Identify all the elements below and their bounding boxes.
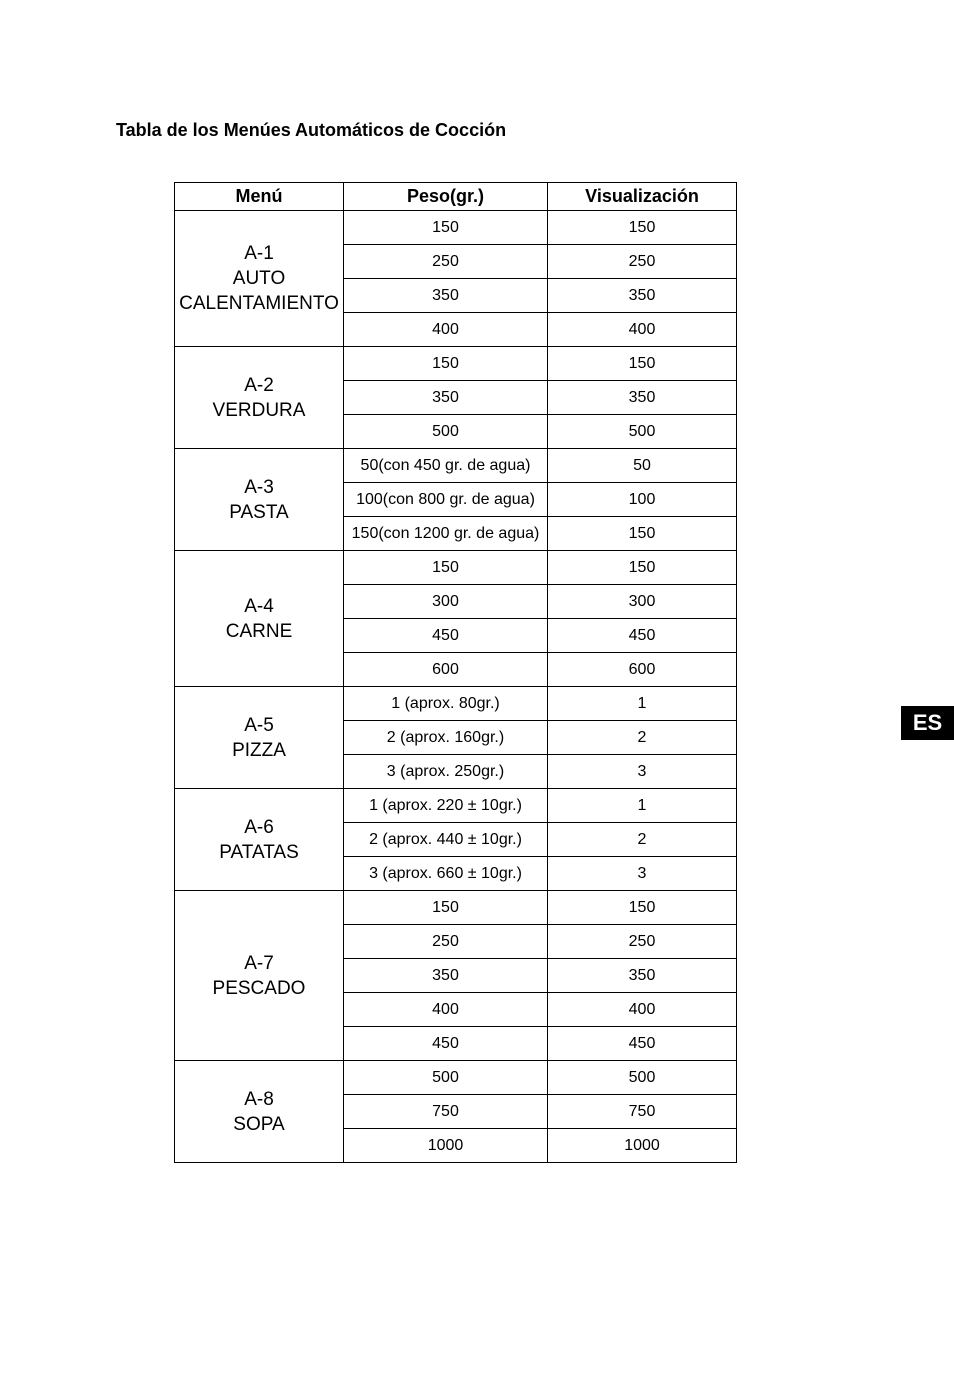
peso-cell: 500 bbox=[344, 415, 548, 449]
peso-cell: 150(con 1200 gr. de agua) bbox=[344, 517, 548, 551]
menu-code: A-6 bbox=[244, 816, 274, 838]
visualizacion-cell: 50 bbox=[548, 449, 737, 483]
visualizacion-cell: 150 bbox=[548, 551, 737, 585]
peso-cell: 3 (aprox. 660 ± 10gr.) bbox=[344, 857, 548, 891]
visualizacion-cell: 150 bbox=[548, 347, 737, 381]
visualizacion-cell: 1 bbox=[548, 789, 737, 823]
peso-cell: 50(con 450 gr. de agua) bbox=[344, 449, 548, 483]
peso-cell: 2 (aprox. 440 ± 10gr.) bbox=[344, 823, 548, 857]
menu-name: PATATAS bbox=[219, 841, 299, 863]
peso-cell: 250 bbox=[344, 245, 548, 279]
peso-cell: 150 bbox=[344, 551, 548, 585]
menu-group-cell bbox=[175, 347, 344, 449]
peso-cell: 750 bbox=[344, 1095, 548, 1129]
table-row bbox=[175, 687, 737, 721]
menu-code: A-3 bbox=[244, 476, 274, 498]
visualizacion-cell: 250 bbox=[548, 925, 737, 959]
peso-cell: 400 bbox=[344, 313, 548, 347]
visualizacion-cell: 400 bbox=[548, 313, 737, 347]
peso-cell: 3 (aprox. 250gr.) bbox=[344, 755, 548, 789]
table-row bbox=[175, 789, 737, 823]
peso-cell: 150 bbox=[344, 211, 548, 245]
menu-group-cell bbox=[175, 211, 344, 347]
header-menu: Menú bbox=[175, 183, 344, 211]
table-row bbox=[175, 891, 737, 925]
menu-group-cell bbox=[175, 789, 344, 891]
peso-cell: 150 bbox=[344, 347, 548, 381]
menu-group-cell bbox=[175, 1061, 344, 1163]
menu-group-cell bbox=[175, 449, 344, 551]
visualizacion-cell: 150 bbox=[548, 891, 737, 925]
peso-cell: 400 bbox=[344, 993, 548, 1027]
visualizacion-cell: 350 bbox=[548, 279, 737, 313]
table-row bbox=[175, 1061, 737, 1095]
table-header-row bbox=[175, 183, 737, 211]
peso-cell: 350 bbox=[344, 381, 548, 415]
menu-code: A-1 bbox=[244, 243, 274, 264]
visualizacion-cell: 250 bbox=[548, 245, 737, 279]
menu-name: PIZZA bbox=[232, 739, 286, 761]
visualizacion-cell: 450 bbox=[548, 1027, 737, 1061]
peso-cell: 100(con 800 gr. de agua) bbox=[344, 483, 548, 517]
visualizacion-cell: 2 bbox=[548, 823, 737, 857]
menu-name: VERDURA bbox=[212, 399, 306, 421]
visualizacion-cell: 600 bbox=[548, 653, 737, 687]
visualizacion-cell: 750 bbox=[548, 1095, 737, 1129]
table-row bbox=[175, 347, 737, 381]
menu-code: A-5 bbox=[244, 714, 274, 736]
peso-cell: 350 bbox=[344, 959, 548, 993]
table-row bbox=[175, 211, 737, 245]
peso-cell: 450 bbox=[344, 619, 548, 653]
visualizacion-cell: 500 bbox=[548, 415, 737, 449]
peso-cell: 500 bbox=[344, 1061, 548, 1095]
menu-group-cell bbox=[175, 687, 344, 789]
peso-cell: 2 (aprox. 160gr.) bbox=[344, 721, 548, 755]
menu-code: A-4 bbox=[244, 595, 274, 617]
peso-cell: 300 bbox=[344, 585, 548, 619]
visualizacion-cell: 450 bbox=[548, 619, 737, 653]
menu-name: PASTA bbox=[229, 501, 289, 523]
table-body bbox=[175, 211, 737, 1163]
visualizacion-cell: 300 bbox=[548, 585, 737, 619]
visualizacion-cell: 500 bbox=[548, 1061, 737, 1095]
menu-code: A-8 bbox=[244, 1088, 274, 1110]
header-peso: Peso(gr.) bbox=[344, 183, 548, 211]
visualizacion-cell: 2 bbox=[548, 721, 737, 755]
peso-cell: 1 (aprox. 220 ± 10gr.) bbox=[344, 789, 548, 823]
menu-name: AUTO bbox=[232, 268, 286, 289]
peso-cell: 350 bbox=[344, 279, 548, 313]
menu-name: PESCADO bbox=[212, 977, 306, 999]
menu-code: A-2 bbox=[244, 374, 274, 396]
menu-name: CARNE bbox=[225, 620, 293, 642]
auto-menu-table bbox=[174, 182, 737, 1163]
peso-cell: 600 bbox=[344, 653, 548, 687]
page-title: Tabla de los Menúes Automáticos de Cocción bbox=[116, 120, 507, 140]
peso-cell: 450 bbox=[344, 1027, 548, 1061]
peso-cell: 1000 bbox=[344, 1129, 548, 1163]
header-visualizacion: Visualización bbox=[548, 183, 737, 211]
peso-cell: 250 bbox=[344, 925, 548, 959]
menu-code: A-7 bbox=[244, 952, 274, 974]
visualizacion-cell: 400 bbox=[548, 993, 737, 1027]
peso-cell: 1 (aprox. 80gr.) bbox=[344, 687, 548, 721]
peso-cell: 150 bbox=[344, 891, 548, 925]
menu-group-cell bbox=[175, 551, 344, 687]
visualizacion-cell: 100 bbox=[548, 483, 737, 517]
visualizacion-cell: 1 bbox=[548, 687, 737, 721]
visualizacion-cell: 1000 bbox=[548, 1129, 737, 1163]
visualizacion-cell: 3 bbox=[548, 755, 737, 789]
table-row bbox=[175, 551, 737, 585]
visualizacion-cell: 3 bbox=[548, 857, 737, 891]
visualizacion-cell: 350 bbox=[548, 381, 737, 415]
menu-group-cell bbox=[175, 891, 344, 1061]
visualizacion-cell: 150 bbox=[548, 517, 737, 551]
menu-name: SOPA bbox=[233, 1113, 285, 1135]
table-row bbox=[175, 449, 737, 483]
visualizacion-cell: 350 bbox=[548, 959, 737, 993]
visualizacion-cell: 150 bbox=[548, 211, 737, 245]
language-badge: ES bbox=[901, 706, 954, 740]
menu-name: CALENTAMIENTO bbox=[179, 293, 339, 314]
